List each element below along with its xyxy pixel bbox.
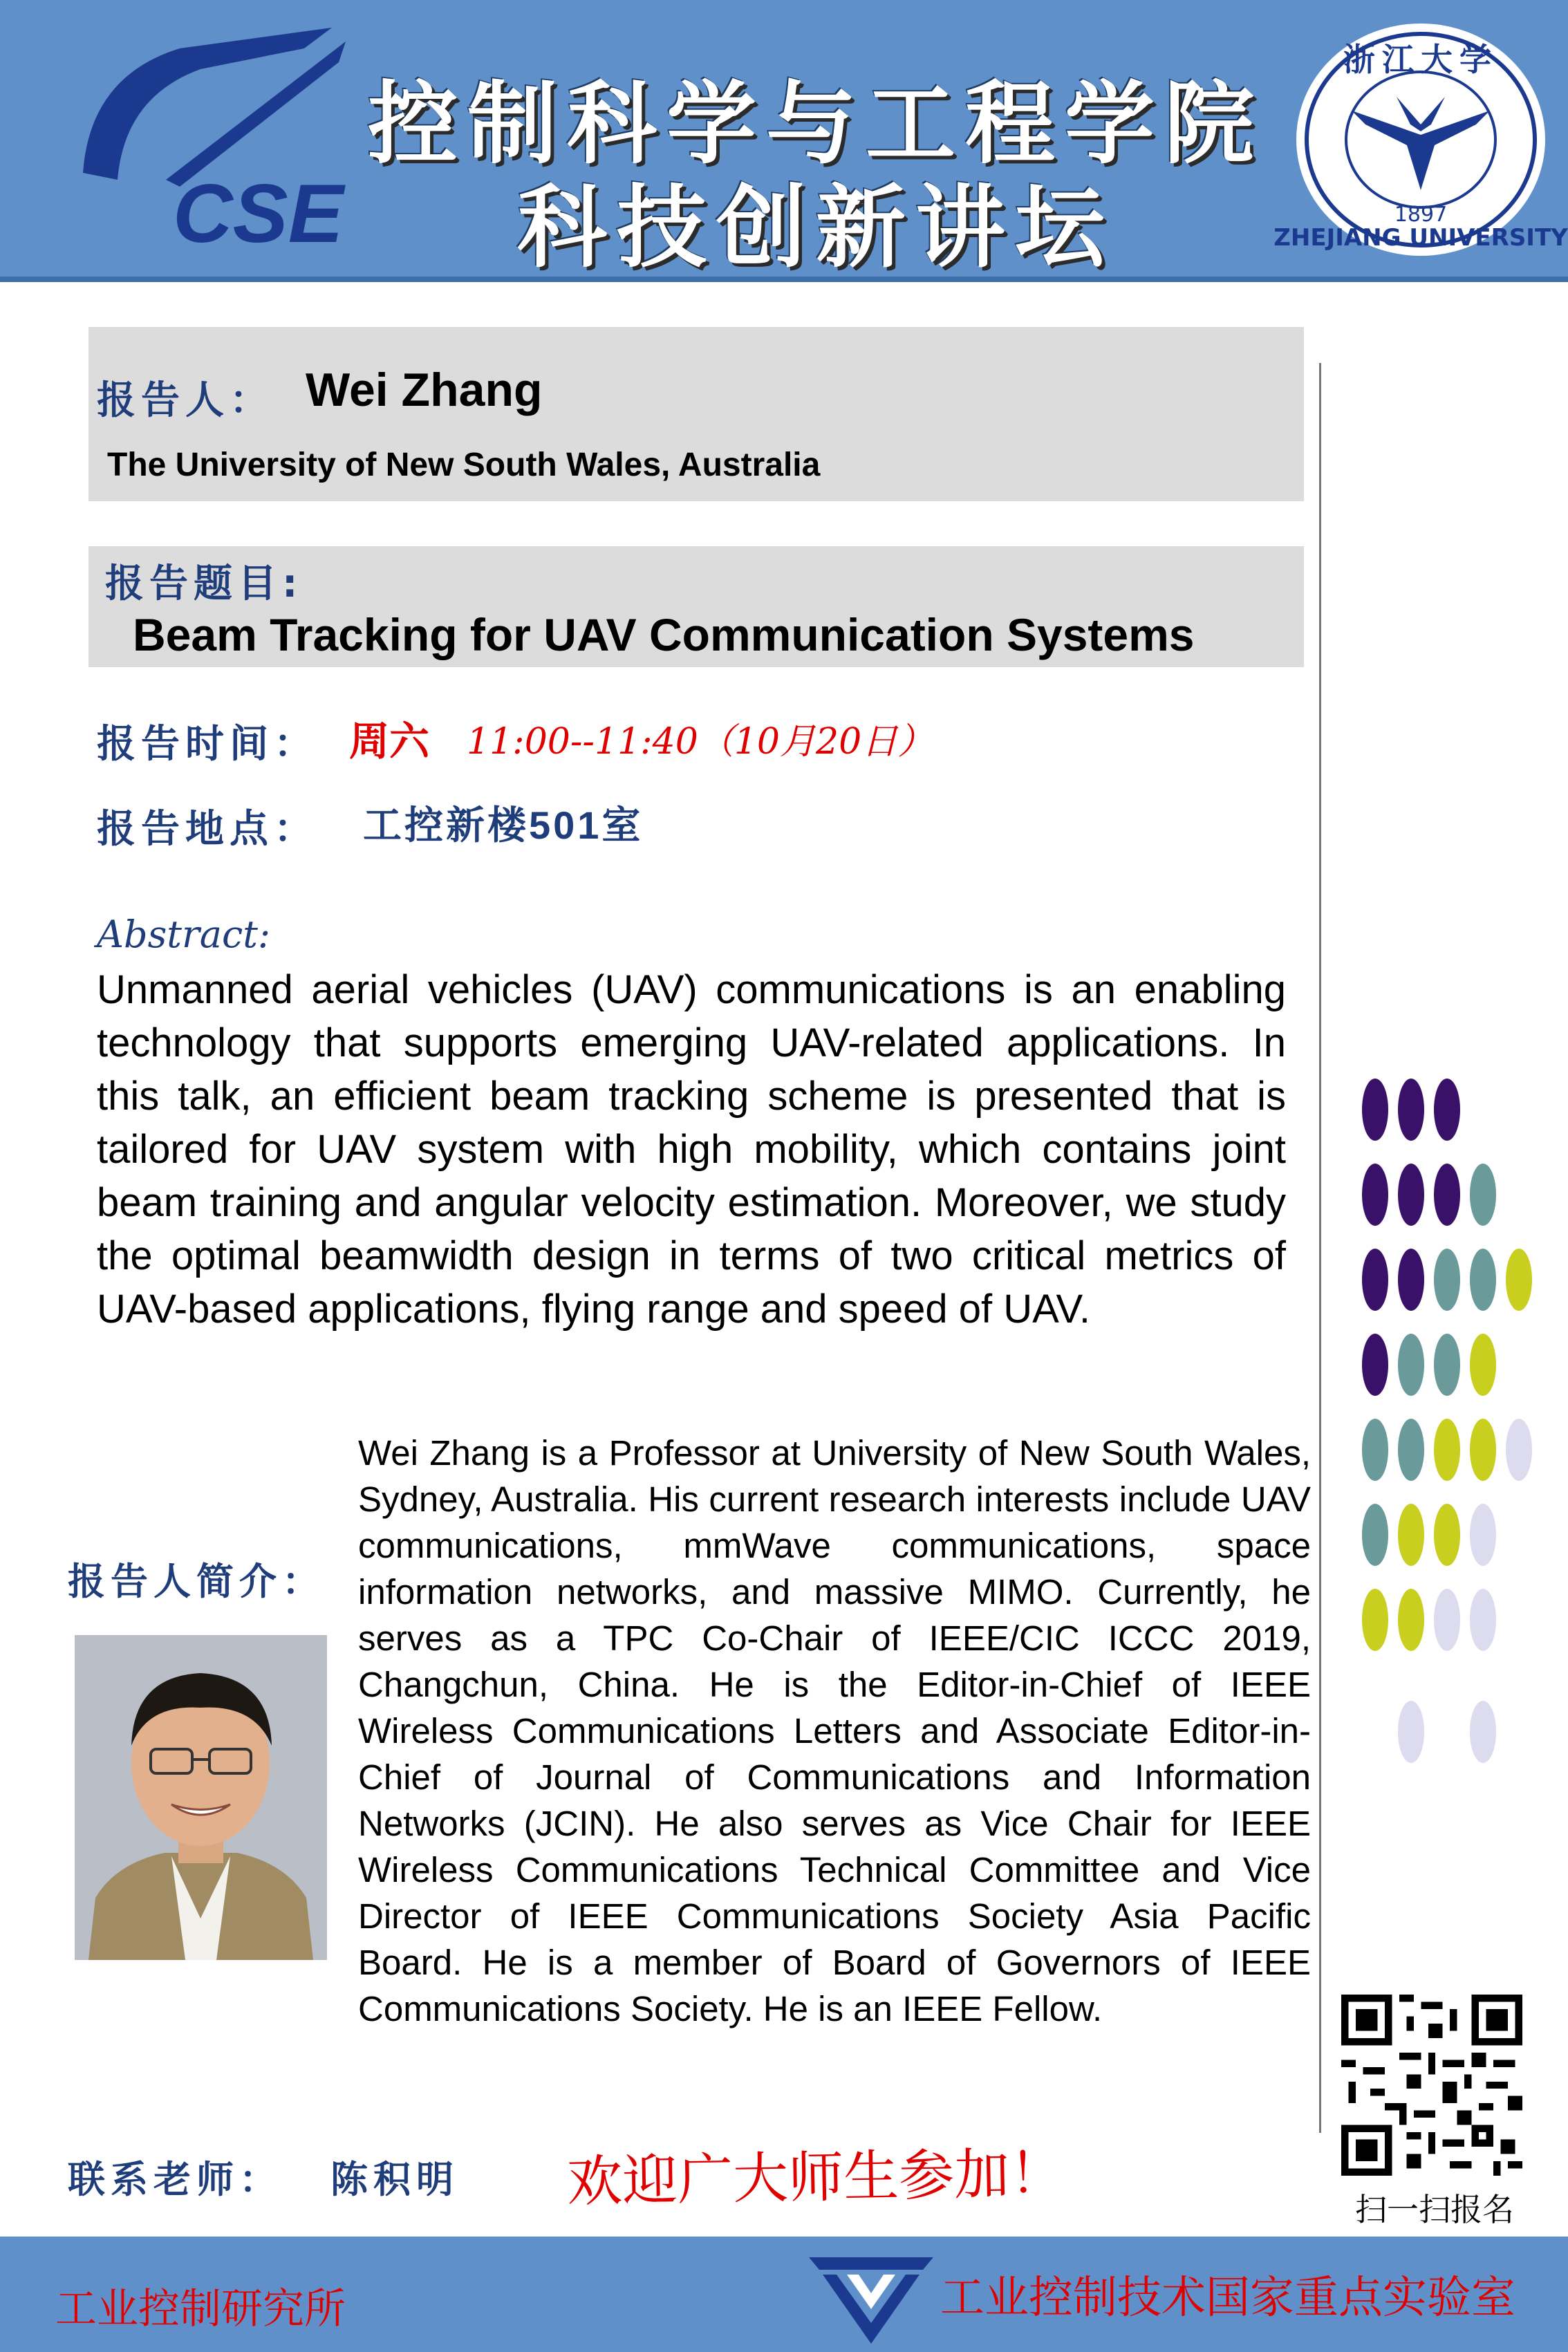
bio-text: Wei Zhang is a Professor at University of New South Wales, Sydney, Australia. His current research interests include UAV communications, mmWave communications, space information networks, and massive MIMO. Currently, he serves as a TPC Co-Chair of IEEE/CIC ICCC 2019, Changchun, China. He is the Editor-in-Chief of IEEE Wireless Communications Letters and Associate Editor-in-Chief of Journal of Communications and Information Networks (JCIN). He also serves as Vice Chair for IEEE Wireless Communications Technical Committee and Vice Director of IEEE Communications Society Asia Pacific Board. He is a member of Board of Governors of IEEE Communications Society. He is an IEEE Fellow. xyxy=(358,1433,1311,2028)
abstract-text: Unmanned aerial vehicles (UAV) communications is an enabling technology that supports emerging UAV-related applications. In this talk, an efficient beam tracking scheme is presented that is tailored for UAV system with high mobility, which contains joint beam training and angular velocity estimation. Moreover, we study the optimal beamwidth design in terms of two critical metrics of UAV-based applications, flying range and speed of UAV. xyxy=(97,967,1286,1332)
university-year: 1897 xyxy=(1394,203,1448,227)
time-day: 周六 xyxy=(349,719,430,764)
footer-lab: 工业控制技术国家重点实验室 xyxy=(940,2272,1515,2324)
place-label: 报告地点： xyxy=(97,807,318,852)
vertical-divider xyxy=(1319,363,1321,2133)
zhejiang-university-logo xyxy=(1273,21,1568,259)
university-en-name: ZHEJIANG UNIVERSITY xyxy=(1273,224,1568,252)
speaker-label: 报告人： xyxy=(97,378,274,423)
talk-title-label: 报告题目: xyxy=(105,561,304,606)
contact-name: 陈积明 xyxy=(330,2158,459,2201)
speaker-photo xyxy=(75,1635,327,1960)
contact-label: 联系老师： xyxy=(68,2158,282,2201)
header-title-line1: 控制科学与工程学院 xyxy=(367,71,1264,176)
talk-title: Beam Tracking for UAV Communication Systems xyxy=(133,609,1195,660)
abstract-label: Abstract: xyxy=(97,913,271,956)
cse-logo xyxy=(41,21,353,260)
time-range: 11:00--11:40（10月20日） xyxy=(467,721,934,763)
qr-label: 扫一扫报名 xyxy=(1355,2192,1514,2228)
speaker-name: Wei Zhang xyxy=(306,364,543,416)
place-value: 工控新楼501室 xyxy=(363,803,644,847)
header-title-line2: 科技创新讲坛 xyxy=(516,174,1114,280)
bio-label: 报告人简介： xyxy=(68,1560,325,1603)
cse-logo-text: CSE xyxy=(173,167,344,260)
speaker-affiliation: The University of New South Wales, Australia xyxy=(107,447,821,483)
lab-logo xyxy=(802,2243,940,2347)
footer-institute: 工业控制研究所 xyxy=(55,2285,346,2333)
welcome-message: 欢迎广大师生参加！ xyxy=(566,2140,1065,2214)
decorative-dot-pattern xyxy=(1355,1079,1535,1770)
university-cn-name: 浙江大学 xyxy=(1343,41,1498,78)
signup-qr-code[interactable] xyxy=(1341,1995,1522,2176)
time-label: 报告时间： xyxy=(97,722,318,767)
